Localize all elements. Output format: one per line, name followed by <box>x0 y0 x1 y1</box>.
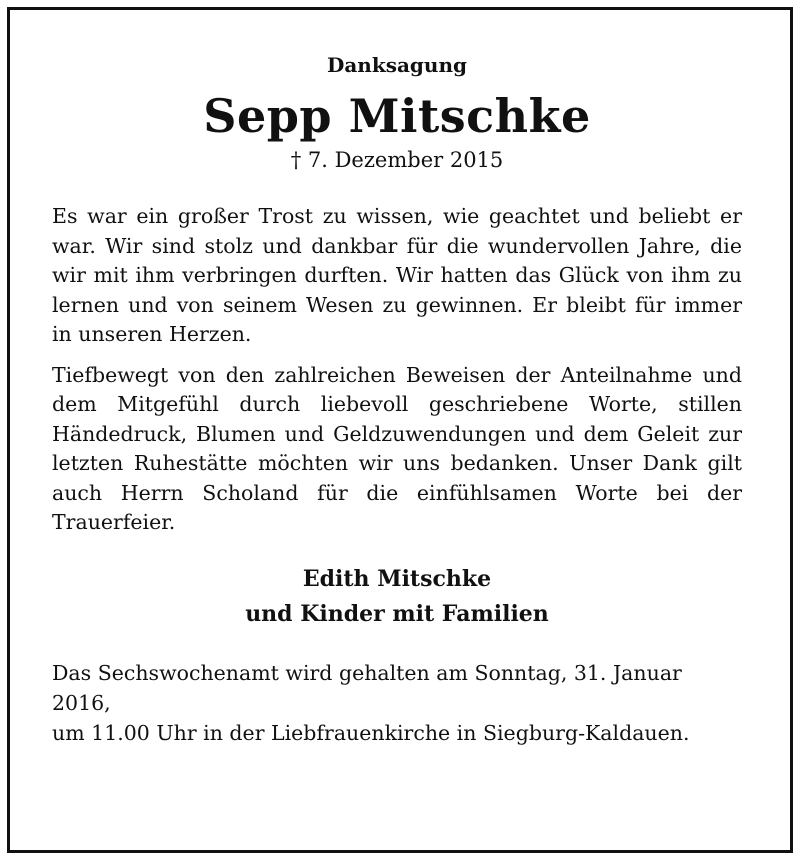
thanks-paragraph-1: Es war ein großer Trost zu wissen, wie geachtet und beliebt er war. Wir sind stolz und dankbar für die wundervollen Jahre, die wir mit ihm verbringen durften. Wir hatten das Glück von ihm zu lernen und von seinem Wesen zu gewinnen. Er bleibt für immer in unseren Herzen. <box>52 204 742 346</box>
service-info <box>52 658 742 748</box>
signer-name: Edith Mitschke <box>302 565 492 592</box>
signers-block <box>52 562 742 632</box>
notice-heading: Danksagung <box>327 53 467 77</box>
signer-family: und Kinder mit Familien <box>245 600 549 627</box>
thanks-paragraph-2: Tiefbewegt von den zahlreichen Beweisen der Anteilnahme und dem Mitgefühl durch liebevoll geschriebene Worte, stillen Händedruck, Blumen und Geldzuwendungen und dem Geleit zur letzten Ruhestätte möchten wir uns bedanken. Unser Dank gilt auch Herrn Scholand für die einfühlsamen Worte bei der Trauerfeier. <box>52 362 742 534</box>
service-line-1: Das Sechswochenamt wird gehalten am Sonntag, 31. Januar 2016, <box>52 660 682 715</box>
notice-content <box>52 40 742 748</box>
death-date: † 7. Dezember 2015 <box>290 148 504 172</box>
service-line-2: um 11.00 Uhr in der Liebfrauenkirche in Siegburg-Kaldauen. <box>52 720 690 745</box>
deceased-name: Sepp Mitschke <box>203 89 591 143</box>
